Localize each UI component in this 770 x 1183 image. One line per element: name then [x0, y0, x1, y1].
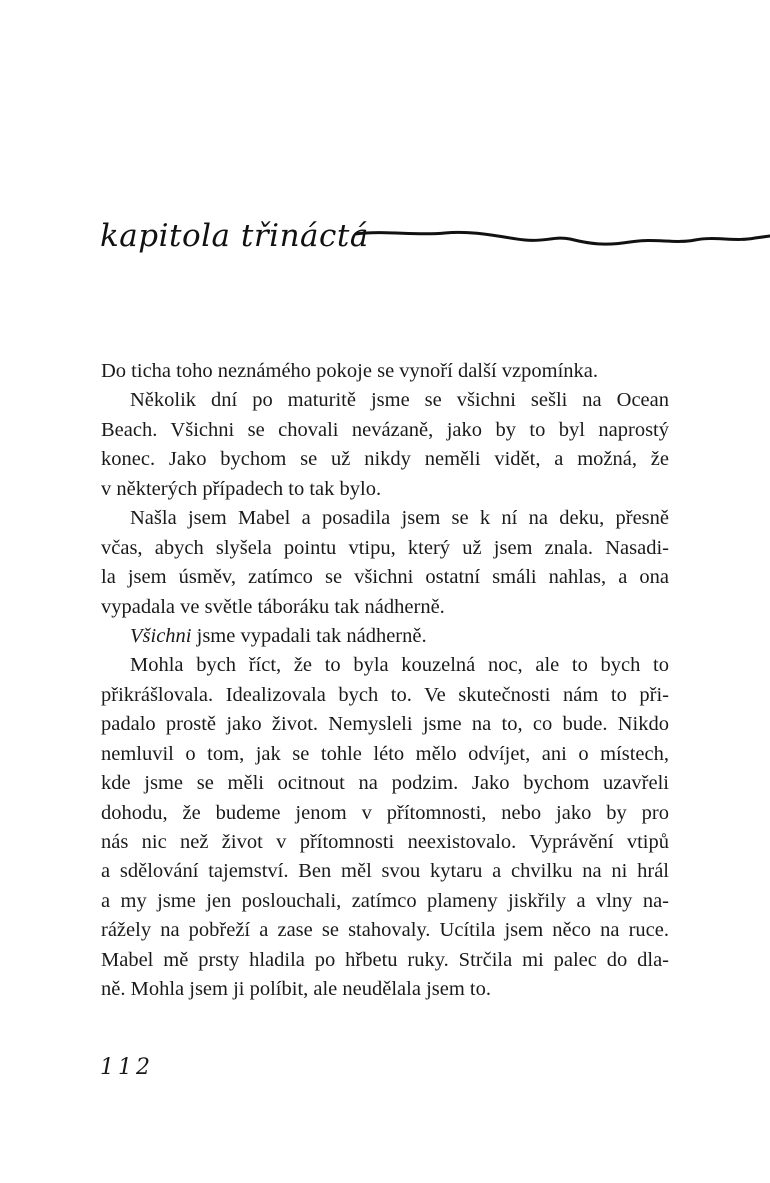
text-line [101, 681, 669, 710]
line-text: nás nic než život v přítomnosti neexistovalo. Vyprávění vtipů [101, 831, 669, 853]
text-line [101, 710, 669, 739]
chapter-title: kapitola třináctá [100, 218, 369, 254]
text-line [101, 445, 669, 474]
text-line [101, 504, 669, 533]
line-text: ně. Mohla jsem ji políbit, ale neudělala jsem to. [101, 978, 491, 1001]
text-line [101, 593, 669, 622]
line-text: a sdělování tajemství. Ben měl svou kytaru a chvilku na ni hrál [101, 860, 669, 883]
text-line [101, 799, 669, 828]
line-text: v některých případech to tak bylo. [101, 477, 382, 500]
line-text: včas, abych slyšela pointu vtipu, který už jsem znala. Nasadi- [101, 536, 669, 559]
text-line [101, 857, 669, 886]
text-line [101, 416, 669, 445]
line-text: rážely na pobřeží a zase se stahovaly. Ucítila jsem něco na ruce. [101, 919, 669, 942]
line-text: Mohla bych říct, že to byla kouzelná noc, ale to bych to [130, 654, 669, 677]
decorative-wave-line [355, 222, 770, 262]
text-line [101, 534, 669, 563]
text-line [101, 975, 669, 1004]
page-number: 112 [100, 1055, 154, 1080]
text-line [101, 887, 669, 916]
line-text: konec. Jako bychom se už nikdy neměli vidět, a možná, že [101, 448, 669, 471]
line-text: Několik dní po maturitě jsme se všichni sešli na Ocean [130, 389, 669, 412]
text-line [101, 916, 669, 945]
text-line [101, 651, 669, 680]
body-text [101, 357, 669, 1005]
line-text: Beach. Všichni se chovali nevázaně, jako by to byl naprostý [101, 418, 669, 441]
line-text: a my jsme jen poslouchali, zatímco plameny jiskřily a vlny na- [101, 889, 669, 912]
line-text: přikrášlovala. Idealizovala bych to. Ve skutečnosti nám to při- [101, 683, 669, 706]
line-text: padalo prostě jako život. Nemysleli jsme na to, co bude. Nikdo [101, 713, 669, 736]
text-line [101, 769, 669, 798]
emphasis: Všichni [130, 624, 192, 647]
line-text: Mabel mě prsty hladila po hřbetu ruky. Strčila mi palec do dla- [101, 948, 669, 971]
line-text: la jsem úsměv, zatímco se všichni ostatní smáli nahlas, a ona [101, 566, 669, 589]
text-line [101, 386, 669, 415]
line-text: nemluvil o tom, jak se tohle léto mělo odvíjet, ani o místech, [101, 742, 669, 765]
line-text: Do ticha toho neznámého pokoje se vynoří další vzpomínka. [101, 360, 599, 382]
line-text: Našla jsem Mabel a posadila jsem se k ní na deku, přesně [130, 507, 669, 530]
text-line [101, 475, 669, 504]
text-line [101, 563, 669, 592]
text-line [101, 357, 669, 386]
line-text: vypadala ve světle táboráku tak nádherně. [101, 595, 445, 618]
line-text: jsme vypadali tak nádherně. [196, 624, 427, 647]
text-line [101, 622, 669, 651]
line-text: dohodu, že budeme jenom v přítomnosti, nebo jako by pro [101, 801, 669, 824]
text-line [101, 740, 669, 769]
line-text: kde jsme se měli ocitnout na podzim. Jako bychom uzavřeli [101, 772, 669, 795]
text-line [101, 828, 669, 857]
text-line [101, 946, 669, 975]
